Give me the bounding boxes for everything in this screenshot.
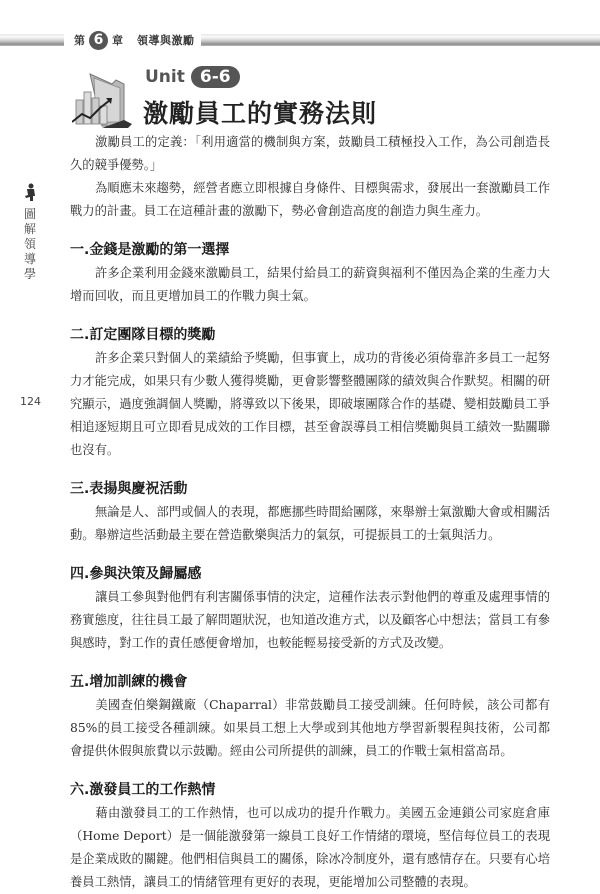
unit-number-badge: 6-6 <box>191 66 240 88</box>
section-body: 許多企業利用金錢來激勵員工，結果付給員工的薪資與福利不僅因為企業的生產力大增而回收，而且更增加員工的作戰力與士氣。 <box>70 266 550 303</box>
intro-paragraph: 為順應未來趨勢，經營者應立即根據自身條件、目標與需求，發展出一套激勵員工作戰力的計畫。員工在這種計畫的激勵下，勢必會創造高度的創造力與生產力。 <box>70 181 550 218</box>
unit-word: Unit <box>145 67 185 87</box>
section-body: 美國查伯樂鋼鐵廠（Chaparral）非常鼓勵員工接受訓練。任何時候，該公司都有85%的員工接受各種訓練。如果員工想上大學或到其他地方學習新製程與技術，公司都會提供休假與旅費以示鼓勵。經由公司所提供的訓練，員工的作戰士氣相當高昂。 <box>70 698 550 758</box>
book-title-char: 學 <box>23 267 36 281</box>
chapter-prefix: 第 <box>74 34 85 47</box>
section-heading: 二.訂定團隊目標的獎勵 <box>70 327 216 343</box>
section-heading: 三.表揚與慶祝活動 <box>70 481 188 497</box>
page-number: 124 <box>20 395 41 408</box>
page-title: 激勵員工的實務法則 <box>143 99 378 128</box>
chapter-number-badge: 6 <box>89 31 108 50</box>
section-body: 藉由激發員工的工作熱情，也可以成功的提升作戰力。美國五金連鎖公司家庭倉庫（Home Deport）是一個能激發第一線員工良好工作情緒的環境，堅信每位員工的表現是企業成敗的關鍵。他們相信與員工的關係，除冰冷制度外，還有感情存在。只要有心培養員工熱情，讓員工的情緒管理有更好的表現，更能增加公司整體的表現。 <box>70 806 550 889</box>
book-title-char: 圖 <box>23 207 36 221</box>
chapter-suffix: 章 <box>112 34 123 47</box>
book-title-char: 領 <box>23 237 36 251</box>
section-heading: 五.增加訓練的機會 <box>70 674 188 690</box>
folder-bar-chart-icon <box>72 70 138 130</box>
person-silhouette-icon <box>24 183 36 201</box>
book-title-char: 解 <box>23 222 36 236</box>
section-heading: 六.激發員工的工作熱情 <box>70 782 216 798</box>
chapter-title: 領導與激勵 <box>137 34 195 47</box>
section-body: 許多企業只對個人的業績給予獎勵，但事實上，成功的背後必須倚靠許多員工一起努力才能完成，如果只有少數人獲得獎勵，更會影響整體團隊的績效與合作默契。相關的研究顯示，過度強調個人獎勵，將導致以下後果，即破壞團隊合作的基礎、變相鼓勵員工爭相追逐短期且可立即看見成效的工作目標，甚至會誤導員工相信獎勵與員工績效一點關聯也沒有。 <box>70 351 550 457</box>
unit-label <box>145 66 240 88</box>
intro-paragraph: 激勵員工的定義：「利用適當的機制與方案，鼓勵員工積極投入工作，為公司創造長久的競爭優勢。」 <box>70 135 550 172</box>
section-body: 讓員工參與對他們有利害關係事情的決定，這種作法表示對他們的尊重及處理事情的務實態度，往往員工最了解問題狀況，也知道改進方式，以及顧客心中想法；當員工有參與感時，對工作的責任感便會增加，也較能輕易接受新的方式及改變。 <box>70 590 550 650</box>
main-content <box>70 131 550 894</box>
section-heading: 四.參與決策及歸屬感 <box>70 566 202 582</box>
book-title-char: 導 <box>23 252 36 266</box>
section-heading: 一.金錢是激勵的第一選擇 <box>70 242 230 258</box>
section-body: 無論是人、部門或個人的表現，都應挪些時間給團隊，來舉辦士氣激勵大會或相關活動。舉辦這些活動最主要在營造歡樂與活力的氣氛，可提振員工的士氣與活力。 <box>70 505 550 542</box>
sidebar-book-title <box>18 183 42 282</box>
chapter-label <box>64 30 201 50</box>
